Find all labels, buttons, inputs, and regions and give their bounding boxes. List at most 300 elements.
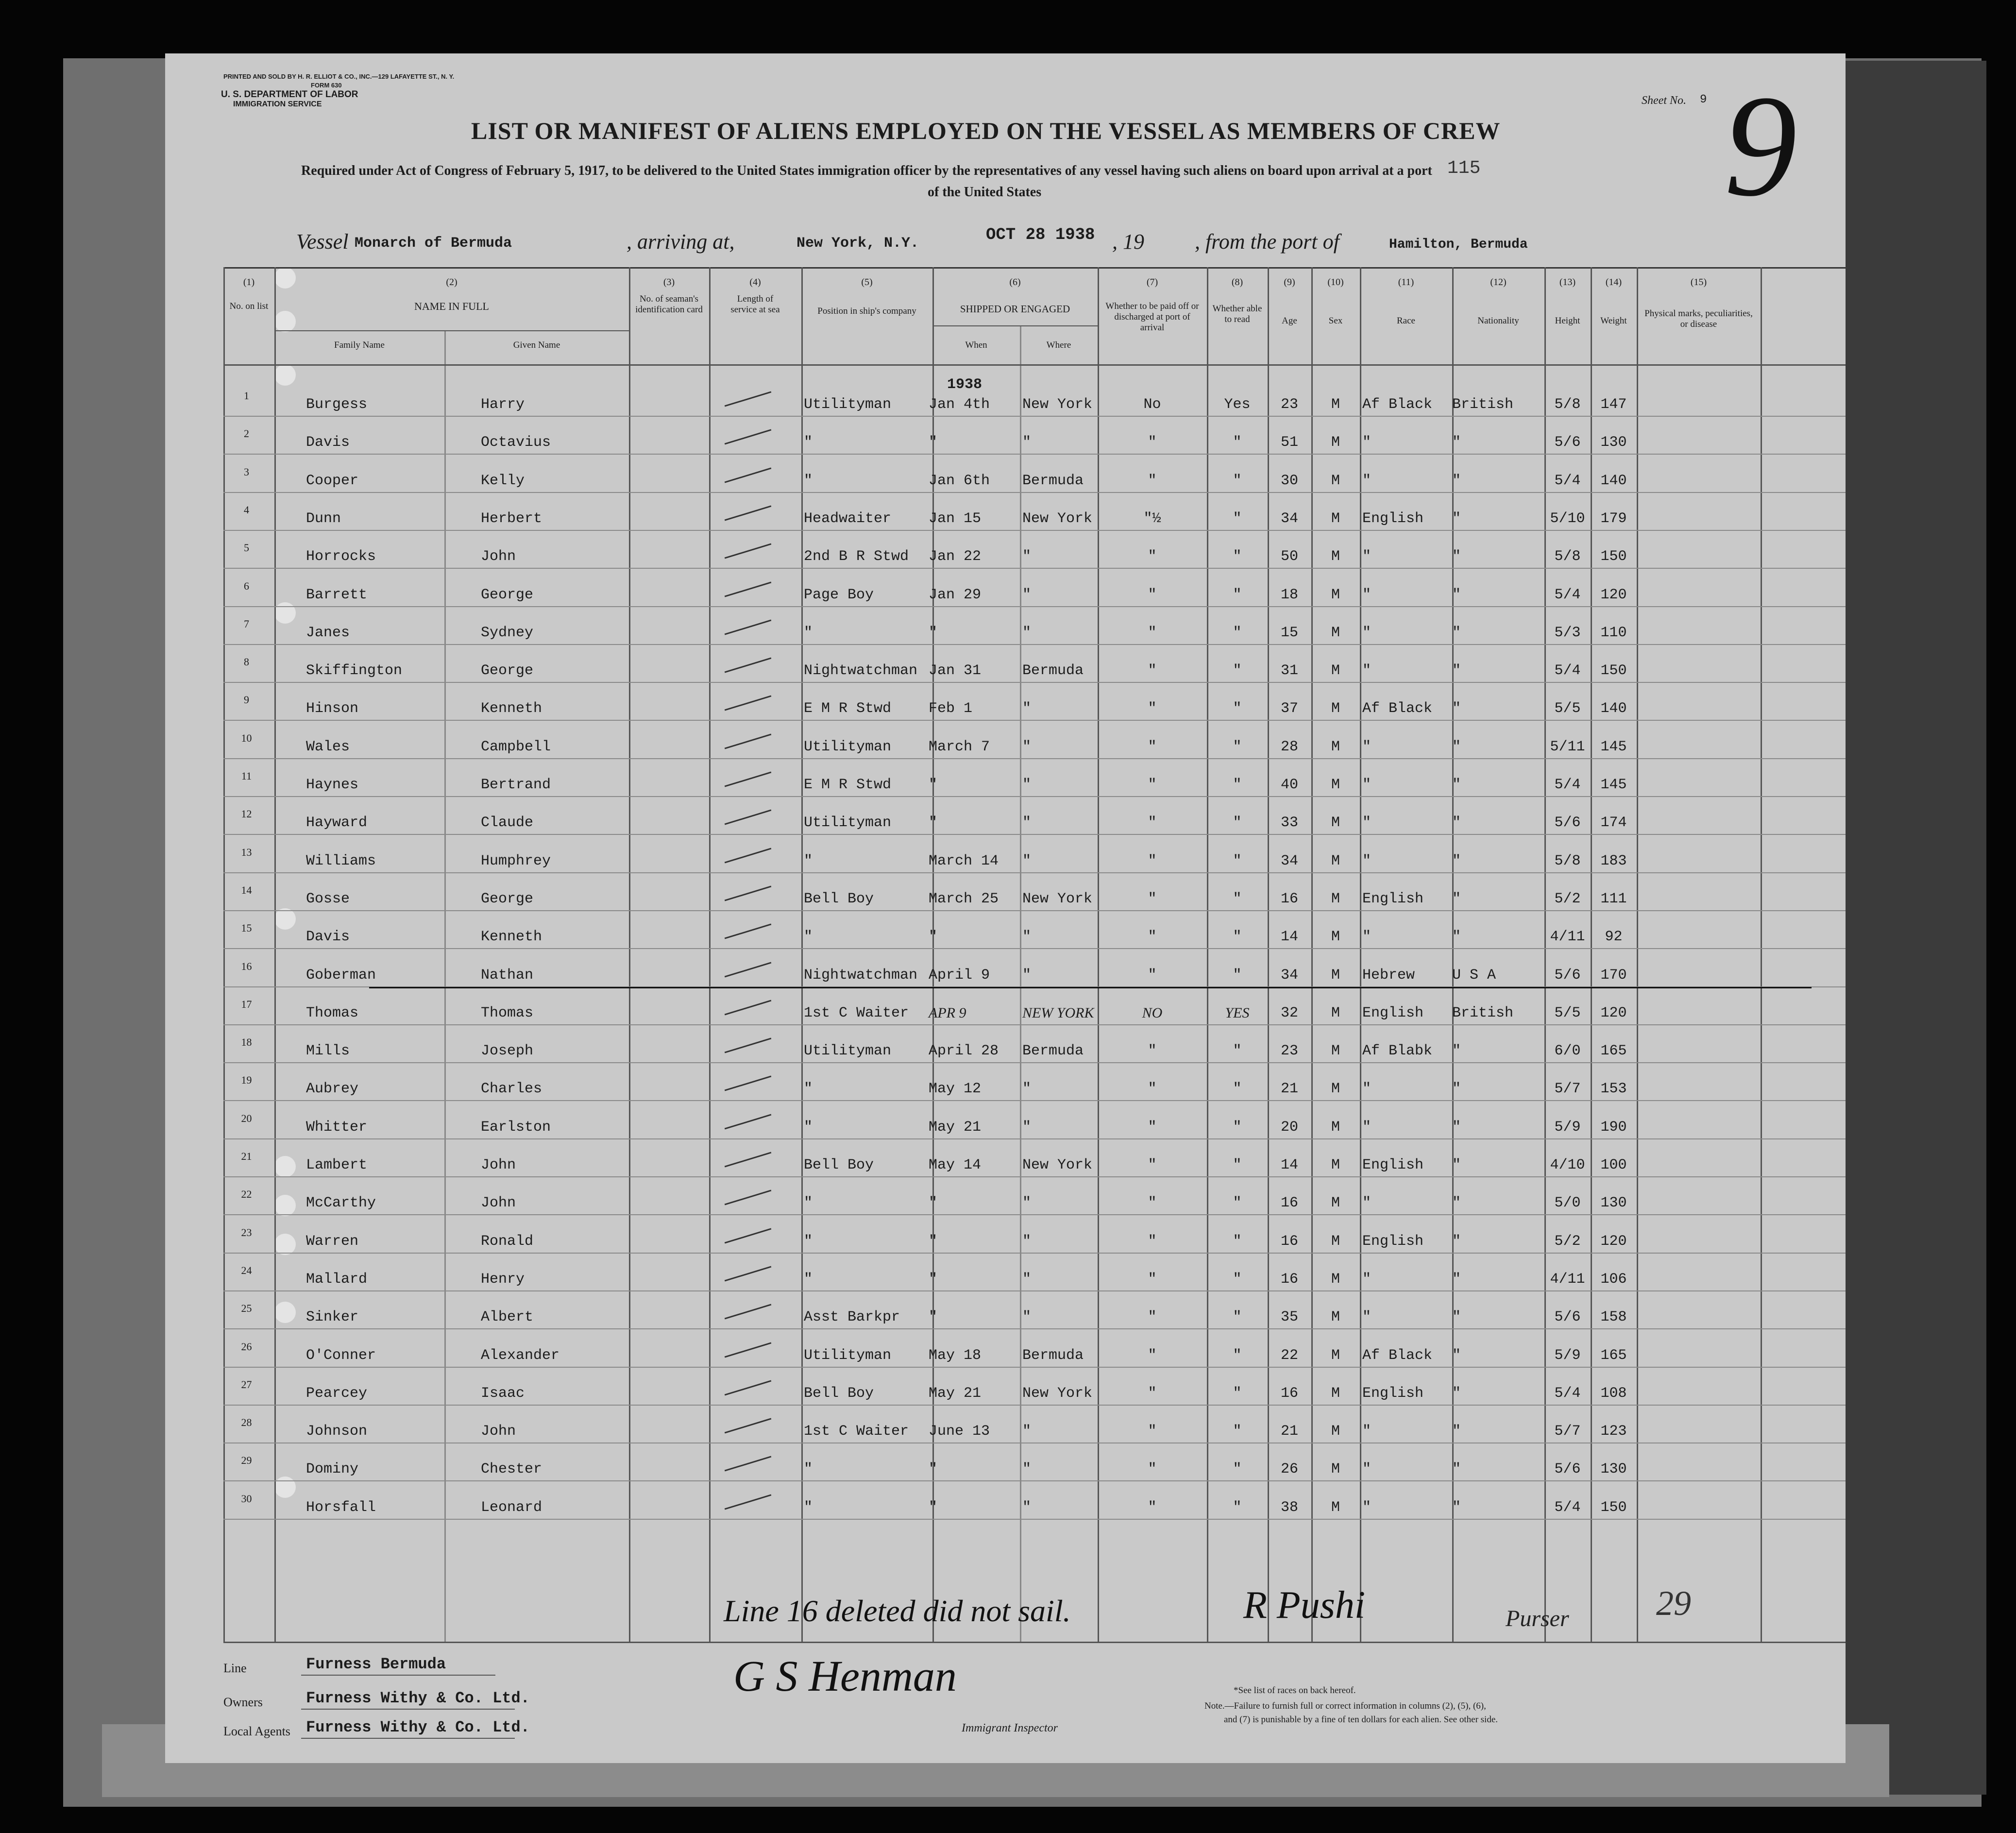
given-name-cell: Leonard — [481, 1499, 542, 1516]
nationality-cell: " — [1452, 738, 1461, 755]
shipped-where-cell: " — [1022, 777, 1032, 793]
age-cell: 31 — [1280, 662, 1298, 679]
nationality-cell: British — [1452, 396, 1514, 413]
shipped-where-cell: " — [1022, 1119, 1032, 1136]
shipped-where-cell: New York — [1022, 1385, 1093, 1402]
nationality-cell: U S A — [1452, 967, 1496, 984]
row-number-cell: 4 — [244, 503, 249, 516]
paid-off-cell: NO — [1142, 1004, 1163, 1021]
age-cell: 34 — [1280, 510, 1298, 527]
nationality-cell: " — [1452, 1119, 1461, 1136]
row-number-cell: 15 — [241, 922, 252, 934]
nationality-cell: " — [1452, 815, 1461, 832]
agents-value: Furness Withy & Co. Ltd. — [306, 1718, 530, 1736]
owners-value: Furness Withy & Co. Ltd. — [306, 1689, 530, 1707]
given-name-cell: Earlston — [481, 1119, 551, 1136]
height-cell: 5/0 — [1554, 1195, 1581, 1212]
position-cell: Utilityman — [804, 396, 892, 413]
arriving-label: , arriving at, — [627, 230, 735, 254]
able-to-read-cell: " — [1233, 1157, 1242, 1173]
weight-cell: 130 — [1600, 1461, 1627, 1478]
line-label: Line — [223, 1661, 247, 1675]
able-to-read-cell: " — [1233, 738, 1242, 755]
able-to-read-cell: " — [1233, 586, 1242, 603]
row-number-cell: 22 — [241, 1188, 252, 1201]
header-shipped: SHIPPED OR ENGAGED — [960, 303, 1070, 315]
paid-off-cell: " — [1148, 1043, 1157, 1060]
position-cell: Headwaiter — [804, 510, 892, 527]
header-no-on-list: No. on list — [229, 301, 269, 311]
given-name-cell: Claude — [481, 815, 534, 832]
shipped-where-cell: " — [1022, 852, 1032, 869]
sex-cell: M — [1331, 1233, 1340, 1250]
table-row — [165, 1102, 1846, 1139]
line-underline — [301, 1675, 495, 1676]
header-family-name: Family Name — [334, 340, 385, 350]
row-number-cell: 19 — [241, 1074, 252, 1086]
position-cell: Utilityman — [804, 1043, 892, 1060]
able-to-read-cell: " — [1233, 662, 1242, 679]
weight-cell: 158 — [1600, 1309, 1627, 1326]
sex-cell: M — [1331, 1347, 1340, 1364]
height-cell: 4/11 — [1550, 1271, 1585, 1288]
line-value: Furness Bermuda — [306, 1655, 446, 1673]
column-number: (3) — [663, 277, 675, 288]
paid-off-cell: " — [1148, 700, 1157, 717]
height-cell: 5/5 — [1554, 1004, 1581, 1021]
given-name-cell: John — [481, 1195, 516, 1212]
row-number-cell: 25 — [241, 1302, 252, 1315]
shipped-subrule — [932, 325, 1098, 326]
inspector-signature: G S Henman — [733, 1652, 957, 1700]
given-name-cell: George — [481, 586, 534, 603]
height-cell: 5/2 — [1554, 1233, 1581, 1250]
weight-cell: 120 — [1600, 1004, 1627, 1021]
position-cell: Bell Boy — [804, 890, 874, 907]
nationality-cell: " — [1452, 1423, 1461, 1440]
given-name-cell: Bertrand — [481, 777, 551, 793]
footnote-fine: Note.—Failure to furnish full or correct information in columns (2), (5), (6), — [1204, 1701, 1486, 1711]
column-number: (4) — [749, 277, 761, 288]
shipped-where-cell: " — [1022, 1271, 1032, 1288]
shipped-when-cell: May 18 — [929, 1347, 982, 1364]
able-to-read-cell: " — [1233, 1347, 1242, 1364]
given-name-cell: George — [481, 890, 534, 907]
sex-cell: M — [1331, 1004, 1340, 1021]
able-to-read-cell: " — [1233, 1233, 1242, 1250]
shipped-where-cell: " — [1022, 1309, 1032, 1326]
year-label: , 19 — [1112, 230, 1144, 254]
position-cell: Asst Barkpr — [804, 1309, 900, 1326]
position-cell: " — [804, 1195, 813, 1212]
row-number-cell: 17 — [241, 998, 252, 1010]
family-name-cell: Burgess — [306, 396, 368, 413]
age-cell: 37 — [1280, 700, 1298, 717]
table-row — [165, 873, 1846, 911]
age-cell: 21 — [1280, 1081, 1298, 1098]
row-number-cell: 13 — [241, 846, 252, 858]
weight-cell: 120 — [1600, 1233, 1627, 1250]
column-number: (7) — [1146, 277, 1158, 288]
able-to-read-cell: " — [1233, 510, 1242, 527]
table-row — [165, 1443, 1846, 1481]
nationality-cell: " — [1452, 624, 1461, 641]
subtitle-line2: of the United States — [928, 185, 1042, 200]
shipped-when-cell: Jan 6th — [929, 472, 990, 489]
height-cell: 5/6 — [1554, 434, 1581, 451]
able-to-read-cell: " — [1233, 1271, 1242, 1288]
service-check-mark — [725, 619, 772, 635]
header-when: When — [965, 340, 987, 350]
height-cell: 5/6 — [1554, 967, 1581, 984]
race-cell: " — [1362, 548, 1372, 565]
height-cell: 4/11 — [1550, 929, 1585, 946]
race-cell: Af Blabk — [1362, 1043, 1433, 1060]
position-cell: Page Boy — [804, 586, 874, 603]
race-cell: " — [1362, 738, 1372, 755]
able-to-read-cell: " — [1233, 1499, 1242, 1516]
header-where: Where — [1046, 340, 1071, 350]
paid-off-cell: " — [1148, 586, 1157, 603]
table-row — [165, 1254, 1846, 1291]
service-label: IMMIGRATION SERVICE — [233, 100, 322, 108]
nationality-cell: " — [1452, 472, 1461, 489]
table-row — [165, 1177, 1846, 1215]
table-row — [165, 950, 1846, 987]
table-row — [165, 1482, 1846, 1520]
paid-off-cell: " — [1148, 662, 1157, 679]
shipped-where-cell: " — [1022, 1461, 1032, 1478]
service-check-mark — [725, 658, 772, 673]
header-race: Race — [1397, 316, 1415, 326]
age-cell: 32 — [1280, 1004, 1298, 1021]
footnote-fine-2: and (7) is punishable by a fine of ten dollars for each alien. See other side. — [1224, 1714, 1498, 1725]
service-check-mark — [725, 505, 772, 521]
able-to-read-cell: " — [1233, 929, 1242, 946]
sex-cell: M — [1331, 548, 1340, 565]
sex-cell: M — [1331, 1157, 1340, 1173]
shipped-when-cell: " — [929, 1271, 938, 1288]
row-number-cell: 5 — [244, 542, 249, 554]
shipped-where-cell: Bermuda — [1022, 1043, 1084, 1060]
nationality-cell: " — [1452, 1347, 1461, 1364]
shipped-when-cell: April 9 — [929, 967, 990, 984]
shipped-when-cell: April 28 — [929, 1043, 999, 1060]
given-name-cell: Charles — [481, 1081, 542, 1098]
age-cell: 40 — [1280, 777, 1298, 793]
family-name-cell: Janes — [306, 624, 350, 641]
column-number: (9) — [1284, 277, 1295, 288]
height-cell: 5/7 — [1554, 1423, 1581, 1440]
header-given-name: Given Name — [513, 340, 560, 350]
shipped-where-cell: " — [1022, 586, 1032, 603]
shipped-where-cell: " — [1022, 434, 1032, 451]
table-row — [165, 1063, 1846, 1101]
table-row — [165, 1025, 1846, 1063]
able-to-read-cell: " — [1233, 967, 1242, 984]
height-cell: 5/4 — [1554, 472, 1581, 489]
row-number-cell: 7 — [244, 617, 249, 630]
nationality-cell: " — [1452, 1043, 1461, 1060]
given-name-cell: John — [481, 1157, 516, 1173]
service-check-mark — [725, 696, 772, 711]
nationality-cell: " — [1452, 700, 1461, 717]
service-check-mark — [725, 1418, 772, 1434]
weight-cell: 170 — [1600, 967, 1627, 984]
able-to-read-cell: " — [1233, 472, 1242, 489]
able-to-read-cell: " — [1233, 852, 1242, 869]
weight-cell: 106 — [1600, 1271, 1627, 1288]
age-cell: 51 — [1280, 434, 1298, 451]
table-row — [165, 607, 1846, 645]
table-row — [165, 721, 1846, 759]
service-check-mark — [725, 543, 772, 559]
header-height: Height — [1555, 316, 1580, 326]
given-name-cell: Albert — [481, 1309, 534, 1326]
row-number-cell: 11 — [241, 770, 252, 782]
height-cell: 6/0 — [1554, 1043, 1581, 1060]
nationality-cell: " — [1452, 510, 1461, 527]
paid-off-cell: No — [1143, 396, 1161, 413]
shipped-where-cell: Bermuda — [1022, 1347, 1084, 1364]
paid-off-cell: " — [1148, 1119, 1157, 1136]
shipped-when-cell: Jan 15 — [929, 510, 982, 527]
height-cell: 5/8 — [1554, 852, 1581, 869]
shipped-when-cell: " — [929, 434, 938, 451]
row-number-cell: 2 — [244, 427, 249, 440]
family-name-cell: Pearcey — [306, 1385, 368, 1402]
race-cell: English — [1362, 510, 1424, 527]
weight-cell: 165 — [1600, 1347, 1627, 1364]
sex-cell: M — [1331, 1309, 1340, 1326]
paid-off-cell: " — [1148, 472, 1157, 489]
height-cell: 5/3 — [1554, 624, 1581, 641]
given-name-cell: Isaac — [481, 1385, 525, 1402]
family-name-cell: Lambert — [306, 1157, 368, 1173]
age-cell: 30 — [1280, 472, 1298, 489]
position-cell: E M R Stwd — [804, 700, 892, 717]
sex-cell: M — [1331, 1499, 1340, 1516]
row-number-cell: 10 — [241, 731, 252, 744]
given-name-cell: Harry — [481, 396, 525, 413]
service-check-mark — [725, 848, 772, 863]
column-number: (13) — [1559, 277, 1576, 288]
sex-cell: M — [1331, 815, 1340, 832]
table-row — [165, 493, 1846, 531]
age-cell: 34 — [1280, 967, 1298, 984]
race-cell: " — [1362, 929, 1372, 946]
column-number: (2) — [446, 277, 457, 288]
row-number-cell: 28 — [241, 1416, 252, 1429]
able-to-read-cell: " — [1233, 624, 1242, 641]
table-row — [165, 379, 1846, 417]
weight-cell: 110 — [1600, 624, 1627, 641]
race-cell: " — [1362, 662, 1372, 679]
from-port-label: , from the port of — [1195, 230, 1339, 254]
shipped-when-cell: Jan 4th — [929, 396, 990, 413]
divider — [223, 267, 1846, 269]
able-to-read-cell: " — [1233, 815, 1242, 832]
position-cell: Utilityman — [804, 1347, 892, 1364]
able-to-read-cell: Yes — [1224, 396, 1251, 413]
weight-cell: 179 — [1600, 510, 1627, 527]
service-check-mark — [725, 1152, 772, 1167]
position-cell: Bell Boy — [804, 1385, 874, 1402]
shipped-where-cell: New York — [1022, 1157, 1093, 1173]
race-cell: " — [1362, 1119, 1372, 1136]
height-cell: 5/7 — [1554, 1081, 1581, 1098]
age-cell: 18 — [1280, 586, 1298, 603]
paid-off-cell: " — [1148, 1423, 1157, 1440]
arriving-port: New York, N.Y. — [796, 235, 919, 252]
family-name-cell: Johnson — [306, 1423, 368, 1440]
weight-cell: 100 — [1600, 1157, 1627, 1173]
position-cell: Bell Boy — [804, 1157, 874, 1173]
shipped-when-cell: May 12 — [929, 1081, 982, 1098]
paid-off-cell: " — [1148, 548, 1157, 565]
sheet-label: Sheet No. — [1642, 94, 1686, 107]
paid-off-cell: "½ — [1143, 510, 1161, 527]
table-row — [165, 797, 1846, 835]
family-name-cell: Cooper — [306, 472, 359, 489]
shipped-where-cell: " — [1022, 624, 1032, 641]
given-name-cell: John — [481, 548, 516, 565]
sheet-number: 9 — [1700, 93, 1707, 106]
height-cell: 5/6 — [1554, 815, 1581, 832]
age-cell: 38 — [1280, 1499, 1298, 1516]
paid-off-cell: " — [1148, 777, 1157, 793]
family-name-cell: Hayward — [306, 815, 368, 832]
service-check-mark — [725, 1000, 772, 1015]
shipped-when-cell: " — [929, 1195, 938, 1212]
position-cell: " — [804, 929, 813, 946]
service-check-mark — [725, 733, 772, 749]
weight-cell: 92 — [1605, 929, 1623, 946]
height-cell: 5/5 — [1554, 700, 1581, 717]
age-cell: 16 — [1280, 1233, 1298, 1250]
given-name-cell: Humphrey — [481, 852, 551, 869]
service-check-mark — [725, 391, 772, 407]
weight-cell: 183 — [1600, 852, 1627, 869]
table-row — [165, 1291, 1846, 1329]
row-number-cell: 29 — [241, 1454, 252, 1467]
paid-off-cell: " — [1148, 967, 1157, 984]
height-cell: 5/6 — [1554, 1461, 1581, 1478]
shipped-where-cell: " — [1022, 738, 1032, 755]
age-cell: 26 — [1280, 1461, 1298, 1478]
row-number-cell: 9 — [244, 694, 249, 706]
family-name-cell: Mills — [306, 1043, 350, 1060]
able-to-read-cell: " — [1233, 1423, 1242, 1440]
race-cell: " — [1362, 815, 1372, 832]
race-cell: Af Black — [1362, 1347, 1433, 1364]
sex-cell: M — [1331, 434, 1340, 451]
table-row — [165, 759, 1846, 797]
race-cell: " — [1362, 1195, 1372, 1212]
family-name-cell: Williams — [306, 852, 376, 869]
service-check-mark — [725, 429, 772, 445]
paid-off-cell: " — [1148, 1233, 1157, 1250]
given-name-cell: Kelly — [481, 472, 525, 489]
table-row — [165, 835, 1846, 873]
able-to-read-cell: " — [1233, 1195, 1242, 1212]
shipped-when-cell: Feb 1 — [929, 700, 973, 717]
race-cell: " — [1362, 1271, 1372, 1288]
sex-cell: M — [1331, 1271, 1340, 1288]
shipped-when-cell: March 14 — [929, 852, 999, 869]
height-cell: 5/4 — [1554, 662, 1581, 679]
race-cell: Af Black — [1362, 700, 1433, 717]
row-number-cell: 21 — [241, 1150, 252, 1162]
shipped-when-cell: " — [929, 929, 938, 946]
shipped-when-cell: March 7 — [929, 738, 990, 755]
nationality-cell: " — [1452, 1157, 1461, 1173]
position-cell: 2nd B R Stwd — [804, 548, 909, 565]
column-number: (1) — [243, 277, 255, 288]
height-cell: 5/9 — [1554, 1119, 1581, 1136]
race-cell: English — [1362, 1385, 1424, 1402]
row-number-cell: 8 — [244, 656, 249, 668]
nationality-cell: " — [1452, 929, 1461, 946]
weight-cell: 140 — [1600, 700, 1627, 717]
sex-cell: M — [1331, 472, 1340, 489]
race-cell: " — [1362, 624, 1372, 641]
position-cell: " — [804, 1233, 813, 1250]
row-rule — [223, 1519, 1846, 1520]
able-to-read-cell: " — [1233, 777, 1242, 793]
sex-cell: M — [1331, 510, 1340, 527]
service-check-mark — [725, 1190, 772, 1205]
shipped-where-cell: " — [1022, 929, 1032, 946]
service-check-mark — [725, 581, 772, 597]
table-row — [165, 1139, 1846, 1177]
department-label: U. S. DEPARTMENT OF LABOR — [221, 89, 358, 100]
header-position: Position in ship's company — [817, 306, 916, 316]
service-check-mark — [725, 1304, 772, 1320]
family-name-cell: Whitter — [306, 1119, 368, 1136]
service-check-mark — [725, 1342, 772, 1358]
able-to-read-cell: " — [1233, 1081, 1242, 1098]
able-to-read-cell: " — [1233, 1119, 1242, 1136]
row-number-cell: 6 — [244, 579, 249, 592]
family-name-cell: Dunn — [306, 510, 341, 527]
race-cell: " — [1362, 1081, 1372, 1098]
weight-cell: 145 — [1600, 777, 1627, 793]
shipped-when-cell: March 25 — [929, 890, 999, 907]
weight-cell: 108 — [1600, 1385, 1627, 1402]
weight-cell: 111 — [1600, 890, 1627, 907]
age-cell: 33 — [1280, 815, 1298, 832]
height-cell: 5/4 — [1554, 1499, 1581, 1516]
shipped-when-cell: " — [929, 1309, 938, 1326]
service-check-mark — [725, 924, 772, 939]
deletion-note: Line 16 deleted did not sail. — [724, 1594, 1071, 1628]
row-number-cell: 26 — [241, 1340, 252, 1353]
position-cell: Nightwatchman — [804, 662, 918, 679]
position-cell: " — [804, 434, 813, 451]
header-weight: Weight — [1600, 316, 1627, 326]
agents-underline — [301, 1738, 515, 1739]
paid-off-cell: " — [1148, 434, 1157, 451]
given-name-cell: Alexander — [481, 1347, 560, 1364]
printer-line: PRINTED AND SOLD BY H. R. ELLIOT & CO., INC.—129 LAFAYETTE ST., N. Y. — [223, 73, 455, 80]
service-check-mark — [725, 1228, 772, 1243]
family-name-cell: Dominy — [306, 1461, 359, 1478]
column-number: (8) — [1231, 277, 1243, 288]
shipped-where-cell: " — [1022, 967, 1032, 984]
service-check-mark — [725, 1456, 772, 1472]
header-age: Age — [1282, 316, 1297, 326]
